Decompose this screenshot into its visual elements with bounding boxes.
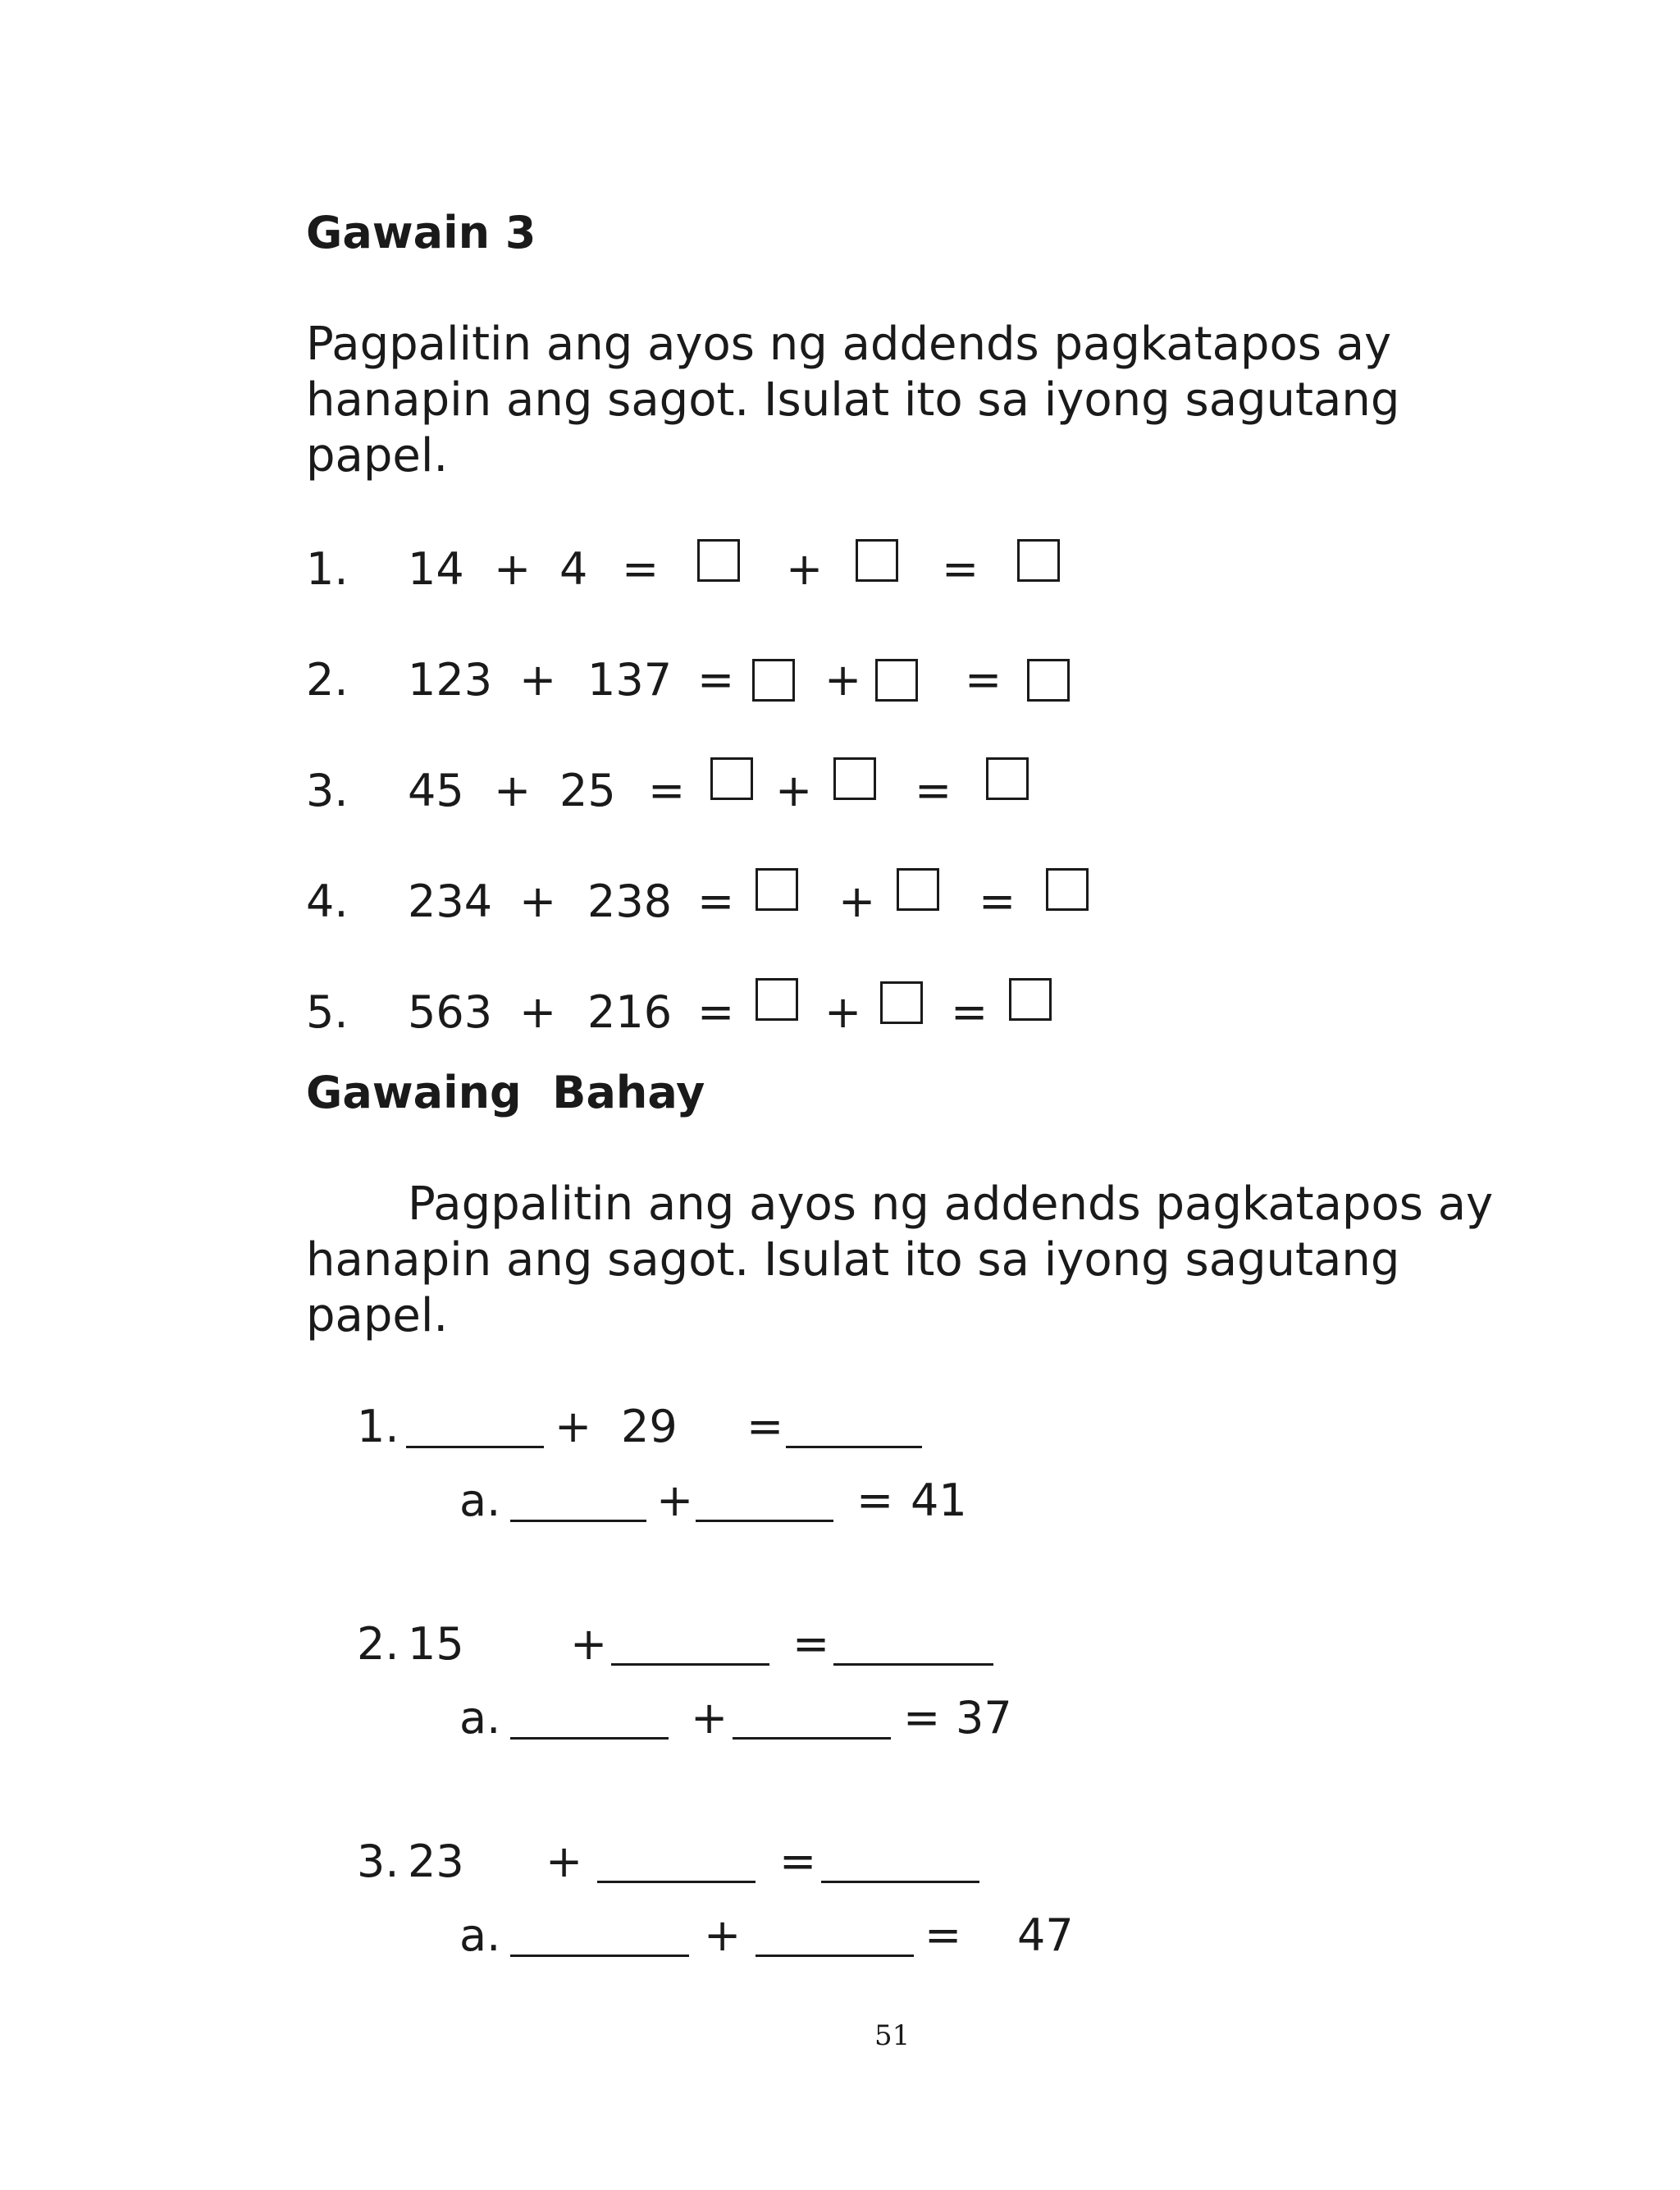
answer-box-1[interactable] (756, 978, 798, 1021)
addend-b: 216 (587, 986, 673, 1038)
plus-sign: + (546, 1836, 583, 1887)
addend-b: 25 (559, 765, 616, 816)
sub-item-label: a. (459, 1692, 501, 1744)
answer-blank[interactable] (786, 1446, 922, 1448)
plus-sign: + (838, 876, 876, 927)
item-number: 2. (306, 654, 349, 706)
plus-sign: + (824, 986, 862, 1038)
plus-sign: + (519, 876, 557, 927)
sub-item-label: a. (459, 1474, 501, 1526)
answer-blank[interactable] (611, 1663, 769, 1666)
answer-blank[interactable] (733, 1737, 891, 1740)
equals-sign: = (746, 1401, 784, 1452)
answer-box-2[interactable] (833, 757, 876, 800)
answer-blank[interactable] (510, 1520, 646, 1522)
instruction-line-2: hanapin ang sagot. Isulat ito sa iyong sagutang (306, 373, 1400, 427)
addend-a: 123 (408, 654, 493, 706)
equals-sign: = (903, 1692, 941, 1744)
item-number: 5. (306, 986, 349, 1038)
equals-sign: = (697, 876, 735, 927)
page-number: 51 (874, 2019, 911, 2052)
addend-a: 45 (408, 765, 464, 816)
answer-box-1[interactable] (697, 539, 740, 582)
answer-blank[interactable] (821, 1881, 979, 1883)
instruction-line-3: papel. (306, 1289, 449, 1342)
answer-box-3[interactable] (1027, 659, 1070, 702)
plus-sign: + (824, 654, 862, 706)
answer-box-3[interactable] (986, 757, 1029, 800)
addend-b: 4 (559, 543, 588, 595)
answer-box-1[interactable] (710, 757, 753, 800)
answer-box-1[interactable] (756, 868, 798, 911)
answer-box-1[interactable] (752, 659, 795, 702)
plus-sign: + (570, 1618, 608, 1670)
sub-item-label: a. (459, 1909, 501, 1961)
equals-sign: = (924, 1909, 962, 1961)
instruction-line-2: hanapin ang sagot. Isulat ito sa iyong sagutang (306, 1233, 1400, 1287)
plus-sign: + (519, 986, 557, 1038)
answer-blank[interactable] (833, 1663, 993, 1666)
item-number: 1. (306, 543, 349, 595)
plus-sign: + (786, 543, 824, 595)
equals-sign: = (792, 1618, 830, 1670)
given-addend: 15 (408, 1618, 464, 1670)
equals-sign: = (979, 876, 1016, 927)
addend-a: 234 (408, 876, 493, 927)
equals-sign: = (856, 1474, 894, 1526)
item-number: 4. (306, 876, 349, 927)
plus-sign: + (494, 543, 532, 595)
item-number: 3. (306, 765, 349, 816)
answer-box-2[interactable] (856, 539, 898, 582)
answer-blank[interactable] (510, 1955, 689, 1957)
answer-box-2[interactable] (880, 981, 923, 1024)
equals-sign: = (697, 986, 735, 1038)
plus-sign: + (555, 1401, 592, 1452)
answer-blank[interactable] (406, 1446, 544, 1448)
equals-sign: = (697, 654, 735, 706)
sub-result: 47 (1017, 1909, 1074, 1961)
section-title-gawaing-bahay: Gawaing Bahay (306, 1067, 705, 1118)
addend-a: 14 (408, 543, 464, 595)
plus-sign: + (704, 1909, 742, 1961)
plus-sign: + (775, 765, 813, 816)
answer-box-2[interactable] (875, 659, 918, 702)
addend-b: 238 (587, 876, 673, 927)
answer-blank[interactable] (597, 1881, 756, 1883)
addend-b: 137 (587, 654, 673, 706)
section-title-gawain-3: Gawain 3 (306, 207, 536, 258)
given-addend: 23 (408, 1836, 464, 1887)
equals-sign: = (622, 543, 660, 595)
plus-sign: + (691, 1692, 728, 1744)
answer-box-3[interactable] (1009, 978, 1052, 1021)
answer-box-2[interactable] (897, 868, 939, 911)
equals-sign: = (915, 765, 952, 816)
plus-sign: + (519, 654, 557, 706)
instruction-line-1: Pagpalitin ang ayos ng addends pagkatapos ay (306, 318, 1392, 371)
equals-sign: = (951, 986, 988, 1038)
answer-blank[interactable] (756, 1955, 914, 1957)
sub-result: 37 (956, 1692, 1012, 1744)
answer-blank[interactable] (696, 1520, 833, 1522)
item-number: 2. (357, 1618, 399, 1670)
plus-sign: + (494, 765, 532, 816)
answer-blank[interactable] (510, 1737, 669, 1740)
addend-a: 563 (408, 986, 493, 1038)
plus-sign: + (656, 1474, 694, 1526)
sub-result: 41 (911, 1474, 967, 1526)
answer-box-3[interactable] (1046, 868, 1089, 911)
item-number: 3. (357, 1836, 399, 1887)
equals-sign: = (648, 765, 686, 816)
equals-sign: = (779, 1836, 817, 1887)
instruction-line-1: Pagpalitin ang ayos ng addends pagkatapos ay (408, 1177, 1494, 1231)
given-addend: 29 (621, 1401, 678, 1452)
equals-sign: = (965, 654, 1002, 706)
item-number: 1. (357, 1401, 399, 1452)
instruction-line-3: papel. (306, 429, 449, 482)
equals-sign: = (942, 543, 979, 595)
answer-box-3[interactable] (1017, 539, 1060, 582)
